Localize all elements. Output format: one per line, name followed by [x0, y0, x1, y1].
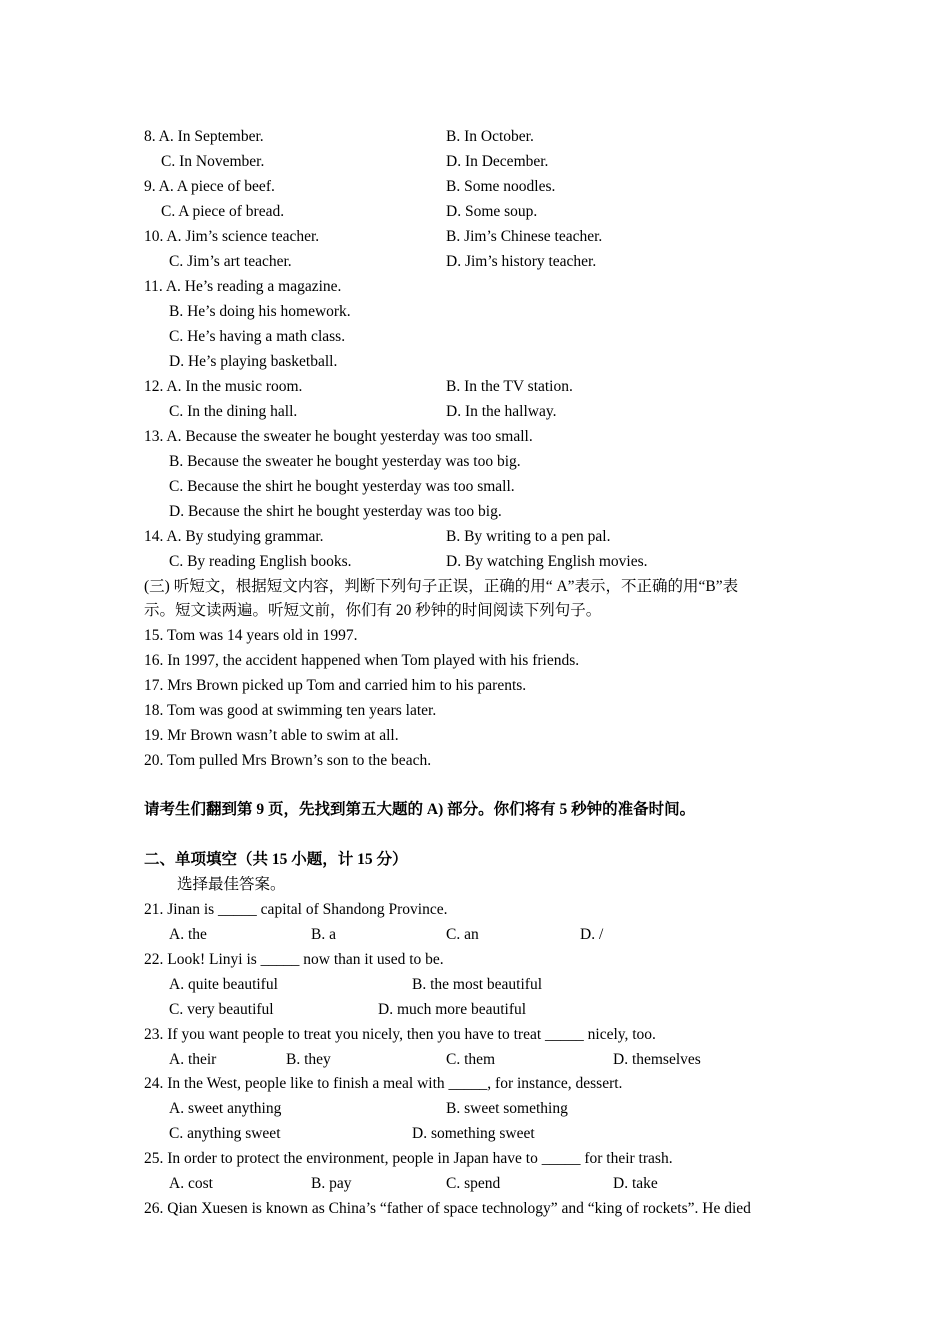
q22-option-c: C. very beautiful: [169, 1001, 274, 1018]
q11-option-c: C. He’s having a math class.: [169, 328, 346, 345]
q25-option-c: C. spend: [446, 1175, 501, 1192]
q9-option-a: 9. A. A piece of beef.: [144, 178, 275, 195]
q10-option-a: 10. A. Jim’s science teacher.: [144, 228, 320, 245]
q21-option-a: A. the: [169, 926, 207, 943]
q13-option-c: C. Because the shirt he bought yesterday was too small.: [169, 478, 515, 495]
q14-option-b: B. By writing to a pen pal.: [446, 528, 611, 545]
q10-option-c: C. Jim’s art teacher.: [169, 253, 292, 270]
q13-option-a: 13. A. Because the sweater he bought yesterday was too small.: [144, 428, 533, 445]
q13-option-d: D. Because the shirt he bought yesterday was too big.: [169, 503, 502, 520]
section3-intro-line2: 示。短文读两遍。听短文前，你们有 20 秒钟的时间阅读下列句子。: [144, 602, 602, 619]
section3-intro-line1: (三) 听短文，根据短文内容，判断下列句子正误，正确的用“ A”表示，不正确的用“B”表: [144, 578, 739, 595]
statement-15: 15. Tom was 14 years old in 1997.: [144, 627, 358, 644]
q21-option-c: C. an: [446, 926, 479, 943]
q13-option-b: B. Because the sweater he bought yesterday was too big.: [169, 453, 521, 470]
q23-option-c: C. them: [446, 1051, 496, 1068]
statement-18: 18. Tom was good at swimming ten years later.: [144, 702, 437, 719]
part2-heading: 二、单项填空（共 15 小题，计 15 分）: [144, 851, 408, 868]
q22-option-a: A. quite beautiful: [169, 976, 278, 993]
statement-20: 20. Tom pulled Mrs Brown’s son to the beach.: [144, 752, 432, 769]
q9-option-b: B. Some noodles.: [446, 178, 556, 195]
q22-option-b: B. the most beautiful: [412, 976, 543, 993]
q10-option-b: B. Jim’s Chinese teacher.: [446, 228, 603, 245]
q22-option-d: D. much more beautiful: [378, 1001, 527, 1018]
q25-option-b: B. pay: [311, 1175, 352, 1192]
q24-stem: 24. In the West, people like to finish a meal with _____, for instance, dessert.: [144, 1075, 623, 1092]
q21-option-b: B. a: [311, 926, 336, 943]
q9-option-c: C. A piece of bread.: [161, 203, 285, 220]
q12-option-a: 12. A. In the music room.: [144, 378, 303, 395]
q8-option-b: B. In October.: [446, 128, 534, 145]
q11-option-a: 11. A. He’s reading a magazine.: [144, 278, 342, 295]
q11-option-d: D. He’s playing basketball.: [169, 353, 338, 370]
q26-stem: 26. Qian Xuesen is known as China’s “father of space technology” and “king of rockets”. He died: [144, 1200, 751, 1217]
part2-instruction: 选择最佳答案。: [177, 876, 286, 893]
q12-option-d: D. In the hallway.: [446, 403, 557, 420]
q24-option-b: B. sweet something: [446, 1100, 568, 1117]
q22-stem: 22. Look! Linyi is _____ now than it used to be.: [144, 951, 444, 968]
q14-option-d: D. By watching English movies.: [446, 553, 648, 570]
q23-option-d: D. themselves: [613, 1051, 701, 1068]
q23-option-a: A. their: [169, 1051, 217, 1068]
q8-option-a: 8. A. In September.: [144, 128, 264, 145]
q23-stem: 23. If you want people to treat you nicely, then you have to treat _____ nicely, too.: [144, 1026, 656, 1043]
q25-option-d: D. take: [613, 1175, 658, 1192]
q24-option-d: D. something sweet: [412, 1125, 535, 1142]
q10-option-d: D. Jim’s history teacher.: [446, 253, 597, 270]
q8-option-c: C. In November.: [161, 153, 265, 170]
statement-17: 17. Mrs Brown picked up Tom and carried him to his parents.: [144, 677, 527, 694]
q21-stem: 21. Jinan is _____ capital of Shandong Province.: [144, 901, 448, 918]
q25-option-a: A. cost: [169, 1175, 213, 1192]
q12-option-b: B. In the TV station.: [446, 378, 573, 395]
q21-option-d: D. /: [580, 926, 604, 943]
q24-option-c: C. anything sweet: [169, 1125, 281, 1142]
page-turn-notice: 请考生们翻到第 9 页，先找到第五大题的 A) 部分。你们将有 5 秒钟的准备时间。: [144, 801, 696, 818]
q14-option-c: C. By reading English books.: [169, 553, 352, 570]
q8-option-d: D. In December.: [446, 153, 549, 170]
q25-stem: 25. In order to protect the environment, people in Japan have to _____ for their trash.: [144, 1150, 673, 1167]
q14-option-a: 14. A. By studying grammar.: [144, 528, 324, 545]
statement-19: 19. Mr Brown wasn’t able to swim at all.: [144, 727, 399, 744]
q12-option-c: C. In the dining hall.: [169, 403, 298, 420]
q23-option-b: B. they: [286, 1051, 331, 1068]
q11-option-b: B. He’s doing his homework.: [169, 303, 351, 320]
q24-option-a: A. sweet anything: [169, 1100, 282, 1117]
q9-option-d: D. Some soup.: [446, 203, 538, 220]
statement-16: 16. In 1997, the accident happened when Tom played with his friends.: [144, 652, 580, 669]
